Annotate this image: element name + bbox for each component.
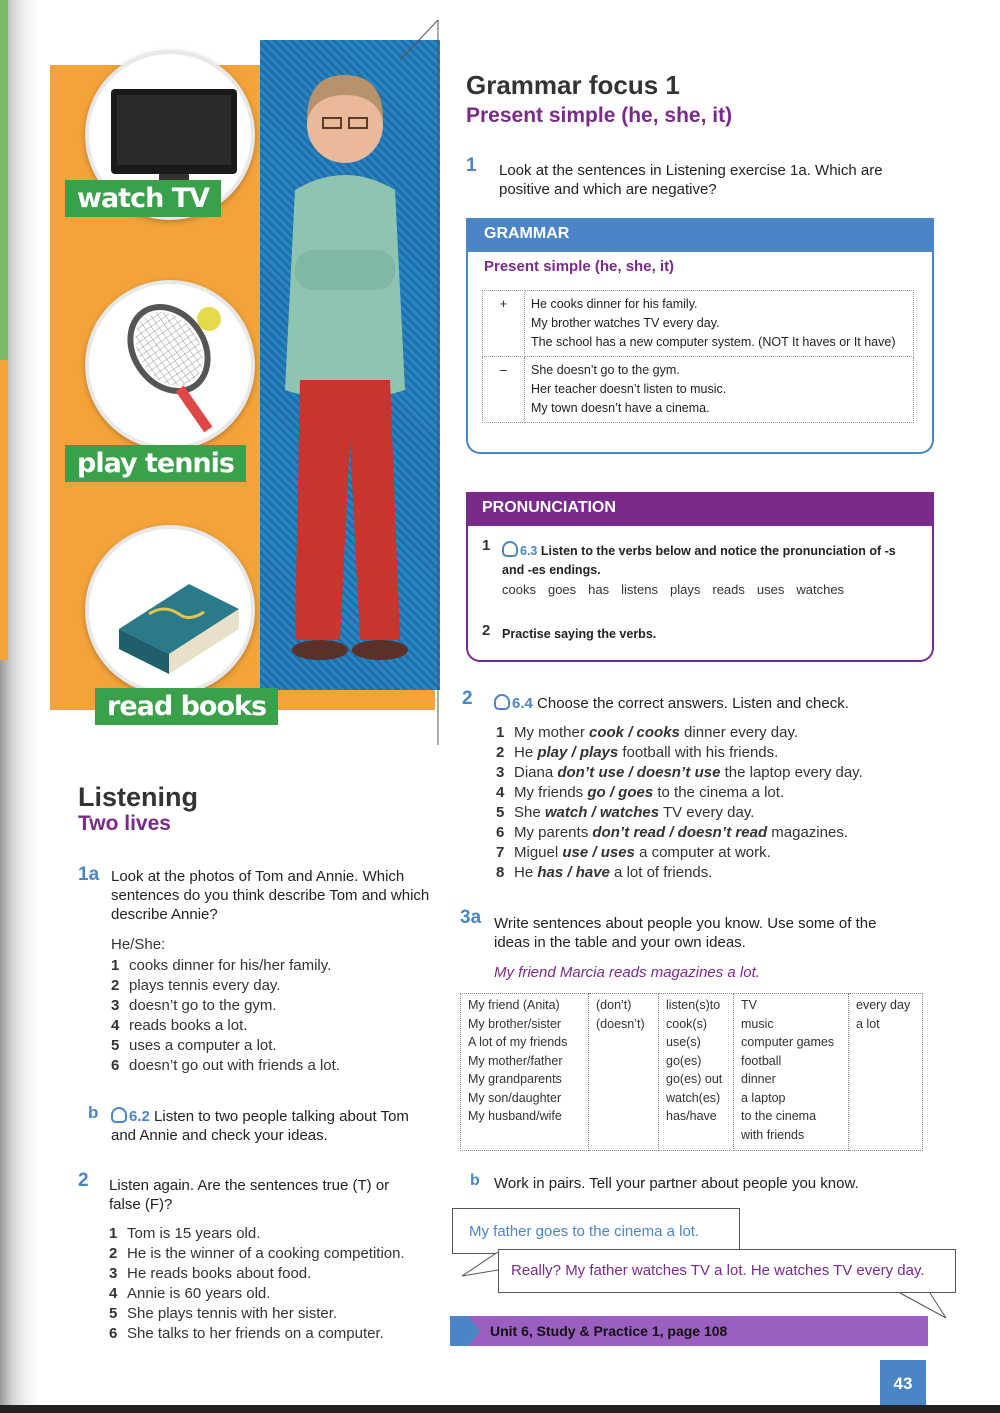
ex-2-instruction: Listen again. Are the sentences true (T) or false (F)? <box>109 1177 390 1213</box>
negative-examples: She doesn’t go to the gym. Her teacher doesn’t listen to music. My town doesn’t have a cinema. <box>525 357 914 423</box>
audio-icon[interactable] <box>494 694 510 710</box>
pron-ex-1-instruction: 6.3 Listen to the verbs below and notice the pronunciation of -s and -es endings. <box>502 541 914 580</box>
label-read-books: read books <box>95 688 278 725</box>
page-bottom-edge <box>0 1405 1000 1413</box>
speech-bubble-1: My father goes to the cinema a lot. <box>452 1208 740 1254</box>
frequency-column: every day a lot <box>849 994 923 1151</box>
list-item: 5 She plays tennis with her sister. <box>109 1305 338 1322</box>
list-item: 6 doesn’t go out with friends a lot. <box>111 1057 340 1074</box>
grammar-table <box>482 290 914 423</box>
page-number: 43 <box>880 1360 926 1413</box>
list-item: 4 reads books a lot. <box>111 1017 248 1034</box>
list-item: 3 doesn’t go to the gym. <box>111 997 277 1014</box>
audio-track-id: 6.4 <box>512 695 533 712</box>
audio-track-id: 6.3 <box>520 544 538 558</box>
list-item: 2 He is the winner of a cooking competition. <box>109 1245 405 1262</box>
pron-ex-2-number: 2 <box>482 622 491 639</box>
list-item: 8 He has / have a lot of friends. <box>496 864 713 881</box>
ideas-table <box>460 993 923 1151</box>
list-item: 6 My parents don’t read / doesn’t read magazines. <box>496 824 848 841</box>
ex3b-instruction: Work in pairs. Tell your partner about people you know. <box>494 1175 859 1192</box>
listening-subtitle: Two lives <box>78 812 171 835</box>
ex3b-number: b <box>470 1172 480 1189</box>
ex-2-list <box>109 1224 405 1344</box>
list-item: 5 She watch / watches TV every day. <box>496 804 755 821</box>
grammar-box-header: GRAMMAR <box>466 218 934 252</box>
audio-track-id: 6.2 <box>129 1108 150 1125</box>
negative-symbol: – <box>483 357 525 423</box>
label-play-tennis: play tennis <box>65 445 246 482</box>
ex2-number: 2 <box>462 688 473 709</box>
audio-icon[interactable] <box>111 1107 127 1123</box>
list-item: 2 He play / plays football with his friends. <box>496 744 779 761</box>
heshe-label: He/She: <box>111 936 166 953</box>
list-item: 2 plays tennis every day. <box>111 977 281 994</box>
list-item: 1 My mother cook / cooks dinner every day. <box>496 724 799 741</box>
ex-2-number: 2 <box>78 1170 89 1191</box>
table-row <box>483 291 914 357</box>
table-row <box>461 994 923 1151</box>
verbs-column: listen(s)to cook(s) use(s) go(es) go(es) out watch(es) has/have <box>659 994 734 1151</box>
ex-1b-number: b <box>88 1103 99 1122</box>
photo-collage <box>30 20 440 745</box>
gf-ex-1-number: 1 <box>466 155 477 176</box>
list-item: 1 cooks dinner for his/her family. <box>111 957 332 974</box>
books-photo <box>85 525 255 695</box>
ex3a-example: My friend Marcia reads magazines a lot. <box>494 964 760 981</box>
list-item: 6 She talks to her friends on a computer. <box>109 1325 384 1342</box>
list-item: 5 uses a computer a lot. <box>111 1037 277 1054</box>
book-icon <box>89 529 255 695</box>
grammar-focus-title: Grammar focus 1 <box>466 70 680 100</box>
objects-column: TV music computer games football dinner a laptop to the cinema with friends <box>734 994 849 1151</box>
listening-title: Listening <box>78 782 198 812</box>
list-item: 7 Miguel use / uses a computer at work. <box>496 844 771 861</box>
spine-strip-green <box>0 0 8 360</box>
label-watch-tv: watch TV <box>65 180 221 217</box>
pronunciation-header: PRONUNCIATION <box>466 492 934 526</box>
audio-icon[interactable] <box>502 541 518 557</box>
bubble-1-tail <box>460 1252 500 1278</box>
ex3a-instruction: Write sentences about people you know. Use some of the ideas in the table and your own ideas. <box>494 915 877 951</box>
grammar-box-subtitle: Present simple (he, she, it) <box>484 258 675 275</box>
ex2-list <box>496 723 863 883</box>
ex-1a-list <box>111 956 340 1076</box>
list-item: 4 Annie is 60 years old. <box>109 1285 271 1302</box>
list-item: 3 He reads books about food. <box>109 1265 312 1282</box>
spine-strip-orange <box>0 360 8 660</box>
positive-examples: He cooks dinner for his family. My brother watches TV every day. The school has a new computer system. (NOT It haves or It have) <box>525 291 914 357</box>
ex-1a-number: 1a <box>78 864 100 885</box>
tennis-photo <box>85 280 255 450</box>
grammar-focus-subtitle: Present simple (he, she, it) <box>466 104 733 127</box>
positive-symbol: + <box>483 291 525 357</box>
pron-ex-1-number: 1 <box>482 537 491 554</box>
study-practice-reference[interactable]: Unit 6, Study & Practice 1, page 108 <box>450 1316 928 1346</box>
list-item: 3 Diana don’t use / doesn’t use the laptop every day. <box>496 764 863 781</box>
subjects-column: My friend (Anita) My brother/sister A lot of my friends My mother/father My grandparents My son/daughter My husband/wife <box>461 994 589 1151</box>
list-item: 1 Tom is 15 years old. <box>109 1225 261 1242</box>
verb-list: cooks goes has listens plays reads uses watches <box>502 582 845 597</box>
table-row <box>483 357 914 423</box>
negation-column: (don’t) (doesn’t) <box>589 994 659 1151</box>
ex-1a-instruction: Look at the photos of Tom and Annie. Which sentences do you think describe Tom and which describe Annie? <box>111 868 430 923</box>
gf-ex-1-instruction: Look at the sentences in Listening exercise 1a. Which are positive and which are negative? <box>499 162 883 198</box>
ex3a-number: 3a <box>460 907 482 928</box>
tennis-racket-icon <box>89 284 255 450</box>
pron-ex-2-instruction: Practise saying the verbs. <box>502 627 657 641</box>
photo-divider-line <box>395 20 445 750</box>
list-item: 4 My friends go / goes to the cinema a lot. <box>496 784 785 801</box>
ex2-instruction: 6.4 Choose the correct answers. Listen and check. <box>494 694 914 713</box>
ex-1b-instruction: 6.2 Listen to two people talking about Tom and Annie and check your ideas. <box>111 1108 409 1144</box>
speech-bubble-2: Really? My father watches TV a lot. He watches TV every day. <box>498 1249 956 1293</box>
